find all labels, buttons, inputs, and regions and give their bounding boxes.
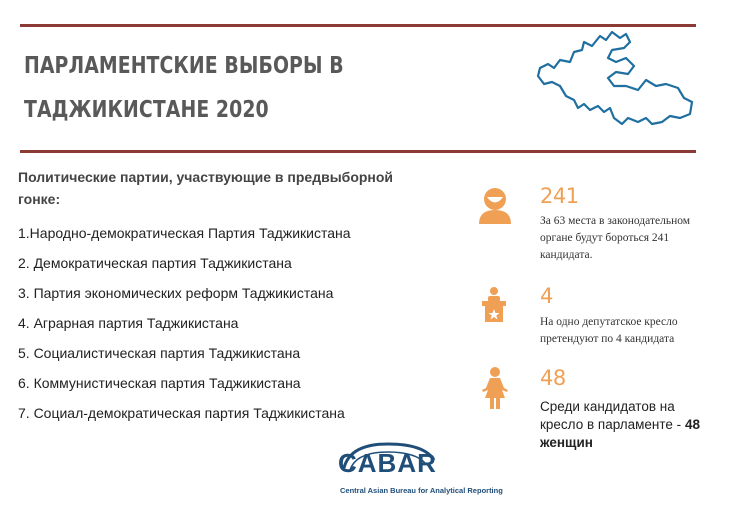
stat-text-women-main: Среди кандидатов на кресло в парламенте -	[540, 399, 682, 432]
stat-text-candidates: За 63 места в законодательном органе будут бороться 241 кандидата.	[540, 215, 691, 261]
logo-wordmark: CABAR	[338, 448, 437, 478]
bottom-divider	[20, 150, 696, 153]
page-title	[24, 44, 409, 132]
list-item: 4. Аграрная партия Таджикистана	[18, 315, 239, 331]
title-line-2: ТАДЖИКИСТАНЕ 2020	[24, 97, 269, 123]
party-list	[18, 222, 458, 432]
list-item: 7. Социал-демократическая партия Таджикистана	[18, 405, 345, 421]
tajikistan-map-icon	[534, 28, 694, 134]
woman-icon	[480, 366, 510, 410]
list-item: 5. Социалистическая партия Таджикистана	[18, 345, 301, 361]
top-divider	[20, 24, 696, 27]
list-item: 6. Коммунистическая партия Таджикистана	[18, 375, 301, 391]
person-icon	[476, 186, 514, 224]
stat-text-women	[540, 398, 720, 452]
stat-text-ratio: На одно депутатское кресло претендуют по 4 кандидата	[540, 316, 678, 345]
list-item: 1.Народно-демократическая Партия Таджикистана	[18, 225, 351, 241]
title-line-1: ПАРЛАМЕНТСКИЕ ВЫБОРЫ В	[24, 53, 344, 79]
stat-number-women: 48	[540, 366, 566, 390]
list-item: 2. Демократическая партия Таджикистана	[18, 255, 292, 271]
parties-heading: Политические партии, участвующие в предвыборной гонке:	[18, 169, 394, 207]
stat-number-candidates: 241	[540, 184, 579, 208]
list-item: 3. Партия экономических реформ Таджикистана	[18, 285, 334, 301]
stat-number-ratio: 4	[540, 284, 553, 308]
logo-subtitle: Central Asian Bureau for Analytical Reporting	[340, 486, 503, 495]
stat-text-women-bold: 48 женщин	[540, 417, 700, 450]
podium-icon	[480, 286, 508, 324]
